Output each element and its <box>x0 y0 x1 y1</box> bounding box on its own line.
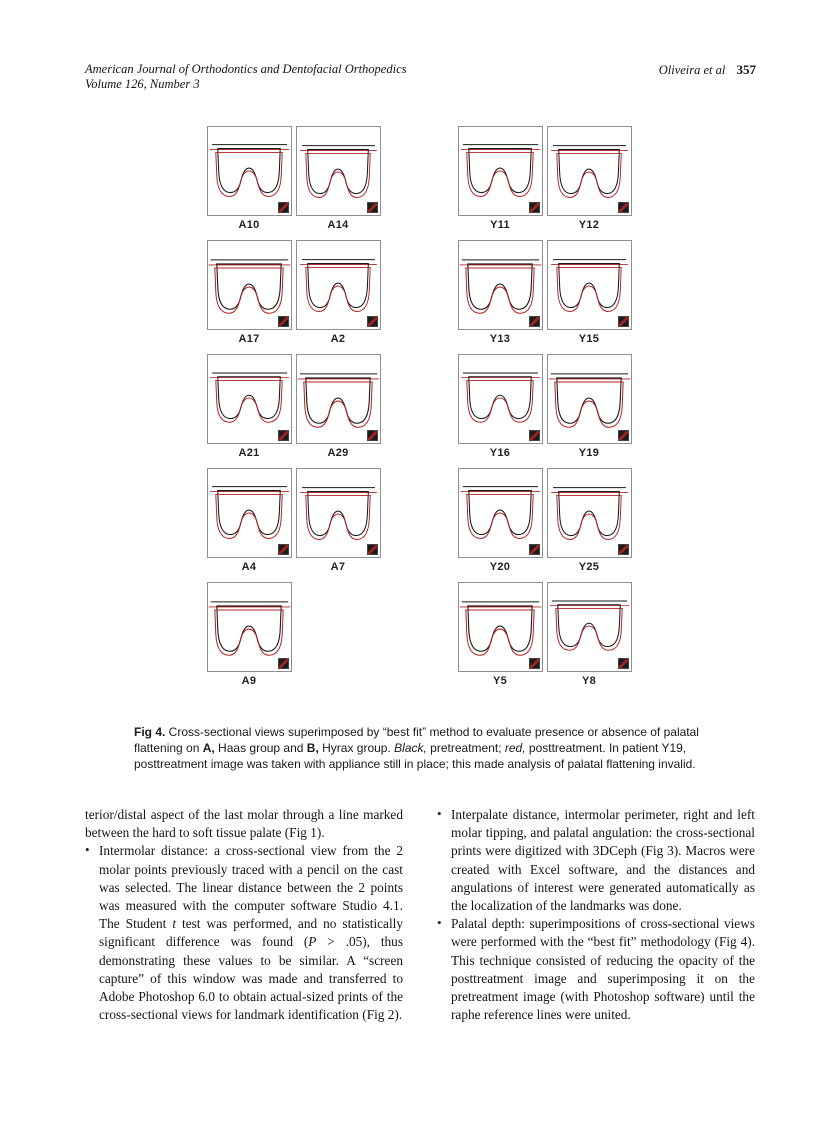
panel-drawing <box>296 468 381 558</box>
panel-corner-icon <box>618 544 629 555</box>
figure-panel <box>206 354 292 459</box>
figure-panel <box>295 468 381 573</box>
panel-label: Y19 <box>578 447 600 459</box>
panel-label: Y11 <box>490 219 510 231</box>
panel-drawing <box>547 582 632 672</box>
page-number: 357 <box>736 62 756 77</box>
panel-drawing <box>547 240 632 330</box>
panel-drawing <box>458 240 543 330</box>
page-header <box>85 62 756 92</box>
panel-drawing <box>207 354 292 444</box>
panel-label: Y8 <box>581 675 597 687</box>
figure-panel <box>206 240 292 345</box>
caption-group-a: A, <box>202 741 215 755</box>
panel-corner-icon <box>367 202 378 213</box>
panel-corner-icon <box>529 202 540 213</box>
caption-red-legend: red, <box>504 741 526 755</box>
figure-panel <box>457 126 543 231</box>
panel-drawing <box>547 126 632 216</box>
caption-group-b: B, <box>306 741 319 755</box>
body-paragraph-continuation: terior/distal aspect of the last molar through a line marked between the hard to soft tissue palate (Fig 1). <box>85 807 403 841</box>
figure-4 <box>0 126 838 687</box>
running-authors: Oliveira et al <box>658 63 726 77</box>
body-text <box>85 806 756 1024</box>
panel-drawing <box>296 126 381 216</box>
caption-black-legend: Black, <box>394 741 427 755</box>
panel-drawing <box>207 126 292 216</box>
panel-drawing <box>296 354 381 444</box>
figure-panel <box>546 468 632 573</box>
panel-corner-icon <box>278 544 289 555</box>
figure-panel <box>546 354 632 459</box>
panel-label: A14 <box>327 219 349 231</box>
right-column <box>437 806 755 1024</box>
figure-group-hyrax <box>457 126 632 687</box>
panel-drawing <box>296 240 381 330</box>
panel-drawing <box>207 582 292 672</box>
panel-label: A2 <box>330 333 346 345</box>
panel-label: A7 <box>330 561 346 573</box>
panel-corner-icon <box>367 544 378 555</box>
figure-group-haas <box>206 126 381 687</box>
bullet-icon: • <box>437 806 442 821</box>
panel-label: Y15 <box>578 333 600 345</box>
panel-corner-icon <box>618 430 629 441</box>
journal-title: American Journal of Orthodontics and Dentofacial Orthopedics <box>85 62 407 76</box>
figure-caption: Fig 4. Cross-sectional views superimposed by “best fit” method to evaluate presence or absence of palatal flattening on A, Haas group and B, Hyrax group. Black, pretreatment; red, posttreatment. In patient Y19, posttreatment image was taken with appliance still in place; this made analysis of palatal flattening invalid. <box>134 725 699 771</box>
panel-drawing <box>207 468 292 558</box>
figure-panel <box>206 468 292 573</box>
panel-label: Y25 <box>578 561 600 573</box>
panel-label: Y12 <box>578 219 600 231</box>
bullet-paragraph: Interpalate distance, intermolar perimeter, right and left molar tipping, and palatal angulation: the cross-sectional prints were digitized with 3DCeph (Fig 3). Macros were created with Excel software, and the distances and angulations of interest were generated automatically as the localization of the landmarks was done. <box>451 807 755 914</box>
figure-panel <box>295 354 381 459</box>
panel-corner-icon <box>367 430 378 441</box>
figure-panel <box>546 240 632 345</box>
panel-label: A17 <box>238 333 260 345</box>
panel-corner-icon <box>618 202 629 213</box>
figure-panel <box>206 126 292 231</box>
panel-drawing <box>458 354 543 444</box>
panel-corner-icon <box>529 658 540 669</box>
panel-corner-icon <box>278 202 289 213</box>
panel-corner-icon <box>278 658 289 669</box>
panel-corner-icon <box>278 430 289 441</box>
panel-corner-icon <box>618 658 629 669</box>
figure-panel <box>295 126 381 231</box>
bullet-paragraph: Intermolar distance: a cross-sectional view from the 2 molar points previously traced with a pencil on the cast was selected. The linear distance between the 2 points was measured with the computer software Studio 4.1. The Student t test was performed, and no statistically significant difference was found (P > .05), thus demonstrating these values to be similar. A “screen capture” of this window was made and transferred to Adobe Photoshop 6.0 to obtain actual-sized prints of the cross-sectional views for landmark identification (Fig 2). <box>99 843 403 1023</box>
bullet-item-intermolar-distance <box>85 842 403 1024</box>
bullet-icon: • <box>437 915 442 931</box>
panel-drawing <box>458 582 543 672</box>
panel-corner-icon <box>367 316 378 327</box>
panel-drawing <box>547 468 632 558</box>
figure-panel <box>457 354 543 459</box>
panel-label: Y5 <box>492 675 508 687</box>
panel-drawing <box>547 354 632 444</box>
panel-label: A29 <box>327 447 349 459</box>
panel-drawing <box>207 240 292 330</box>
bullet-item-palatal-depth <box>437 915 755 1024</box>
panel-label: A4 <box>241 561 257 573</box>
panel-label: Y20 <box>489 561 511 573</box>
panel-label: A21 <box>238 447 260 459</box>
panel-corner-icon <box>529 430 540 441</box>
panel-corner-icon <box>618 316 629 327</box>
bullet-icon: • <box>85 842 90 858</box>
figure-panel <box>457 468 543 573</box>
panel-label: A9 <box>241 675 257 687</box>
figure-panel <box>206 582 292 687</box>
panel-label: A10 <box>238 219 260 231</box>
panel-drawing <box>458 126 543 216</box>
panel-drawing <box>458 468 543 558</box>
running-head-right <box>659 62 756 78</box>
figure-panel <box>457 582 543 687</box>
figure-panel <box>295 240 381 345</box>
caption-fig-label: Fig 4. <box>134 725 166 739</box>
bullet-paragraph: Palatal depth: superimpositions of cross-sectional views were performed with the “best fit” methodology (Fig 4). This technique consisted of reducing the opacity of the posttreatment image and superimposing it on the pretreatment image (with Photoshop software) until the raphe reference lines were united. <box>451 916 755 1023</box>
figure-panel <box>546 126 632 231</box>
bullet-item-interpalate-distance <box>437 806 755 915</box>
figure-panel <box>457 240 543 345</box>
journal-identity <box>85 62 407 92</box>
panel-label: Y13 <box>489 333 511 345</box>
panel-corner-icon <box>278 316 289 327</box>
panel-label: Y16 <box>489 447 511 459</box>
figure-panel <box>546 582 632 687</box>
left-column <box>85 806 403 1024</box>
panel-corner-icon <box>529 316 540 327</box>
panel-corner-icon <box>529 544 540 555</box>
journal-volume: Volume 126, Number 3 <box>85 77 200 91</box>
